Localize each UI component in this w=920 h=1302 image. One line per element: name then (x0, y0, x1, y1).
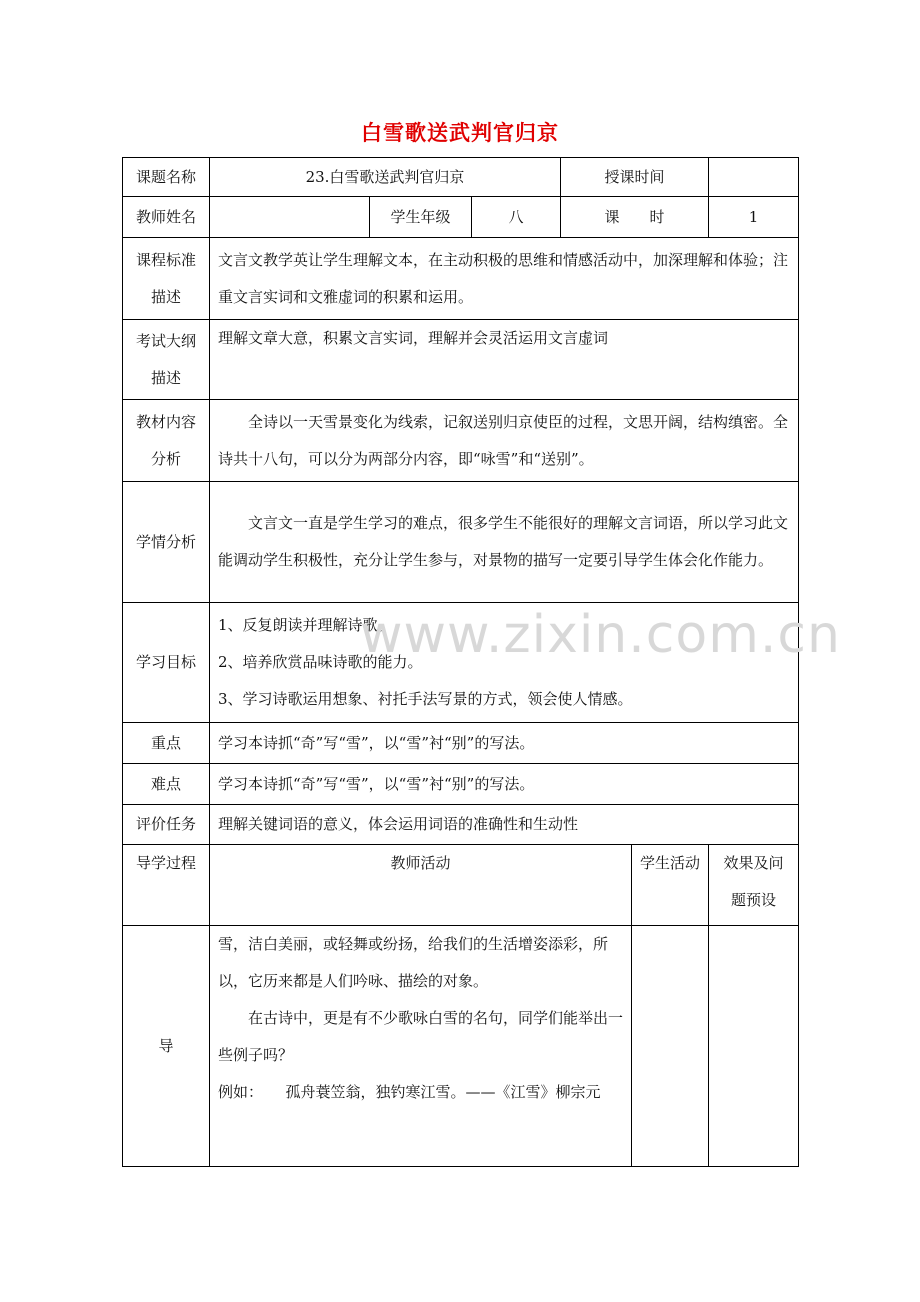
goals-list (210, 603, 799, 723)
teacher-activity-header: 教师活动 (210, 845, 632, 926)
content-text: 全诗以一天雪景变化为线索，记叙送别归京使臣的过程，文思开阔，结构缜密。全诗共十八句，可以分为两部分内容，即“咏雪”和“送别”。 (210, 400, 799, 482)
difficulty-text: 学习本诗抓“奇”写“雪”，以“雪”衬“别”的写法。 (210, 764, 799, 805)
evaluation-text: 理解关键词语的意义，体会运用词语的准确性和生动性 (210, 805, 799, 845)
exam-label: 考试大纲 描述 (123, 320, 210, 400)
table-row (123, 723, 799, 764)
table-row (123, 320, 799, 400)
exam-text: 理解文章大意，积累文言实词，理解并会灵活运用文言虚词 (210, 320, 799, 400)
table-row (123, 482, 799, 603)
student-activity-header: 学生活动 (632, 845, 709, 926)
learner-text: 文言文一直是学生学习的难点，很多学生不能很好的理解文言词语，所以学习此文能调动学生积极性，充分让学生参与，对景物的描写一定要引导学生体会化作能力。 (210, 482, 799, 603)
class-hours-value: 1 (709, 197, 799, 238)
watermark: www.zixin.com.cn (360, 605, 841, 665)
lesson-plan-table (122, 157, 799, 1167)
grade-value: 八 (472, 197, 561, 238)
table-row (123, 238, 799, 320)
content-label: 教材内容 分析 (123, 400, 210, 482)
teaching-time-value (709, 158, 799, 197)
student-activity-cell (632, 926, 709, 1167)
table-row (123, 400, 799, 482)
intro-label: 导 (123, 926, 210, 1167)
document-title: 白雪歌送武判官归京 (361, 121, 559, 145)
table-row (123, 764, 799, 805)
table-row (123, 603, 799, 723)
difficulty-label: 难点 (123, 764, 210, 805)
focus-text: 学习本诗抓“奇”写“雪”，以“雪”衬“别”的写法。 (210, 723, 799, 764)
evaluation-label: 评价任务 (123, 805, 210, 845)
grade-label: 学生年级 (370, 197, 472, 238)
teaching-time-label: 授课时间 (561, 158, 709, 197)
focus-label: 重点 (123, 723, 210, 764)
goals-label: 学习目标 (123, 603, 210, 723)
standard-label: 课程标准 描述 (123, 238, 210, 320)
effect-header: 效果及问题预设 (709, 845, 799, 926)
learner-label: 学情分析 (123, 482, 210, 603)
effect-cell (709, 926, 799, 1167)
list-item: 1、反复朗读并理解诗歌。 (218, 616, 393, 634)
table-row (123, 197, 799, 238)
class-hours-label: 课 时 (561, 197, 709, 238)
table-row (123, 926, 799, 1167)
standard-text: 文言文教学英让学生理解文本，在主动积极的思维和情感活动中，加深理解和体验；注重文言实词和文雅虚词的积累和运用。 (210, 238, 799, 320)
table-row (123, 845, 799, 926)
list-item: 3、学习诗歌运用想象、衬托手法写景的方式，领会使人情感。 (218, 690, 633, 708)
table-row (123, 158, 799, 197)
table-row (123, 805, 799, 845)
list-item: 2、培养欣赏品味诗歌的能力。 (218, 653, 423, 671)
intro-text: 雪，洁白美丽，或轻舞或纷扬，给我们的生活增姿添彩，所以，它历来都是人们吟咏、描绘的对象。 在古诗中，更是有不少歌咏白雪的名句，同学们能举出一些例子吗？ 例如： 孤舟蓑笠翁，独钓寒江雪。——《江雪》柳宗元 (210, 926, 632, 1167)
teacher-name-value (210, 197, 370, 238)
topic-value: 23.白雪歌送武判官归京 (210, 158, 561, 197)
topic-label: 课题名称 (123, 158, 210, 197)
process-label: 导学过程 (123, 845, 210, 926)
teacher-name-label: 教师姓名 (123, 197, 210, 238)
